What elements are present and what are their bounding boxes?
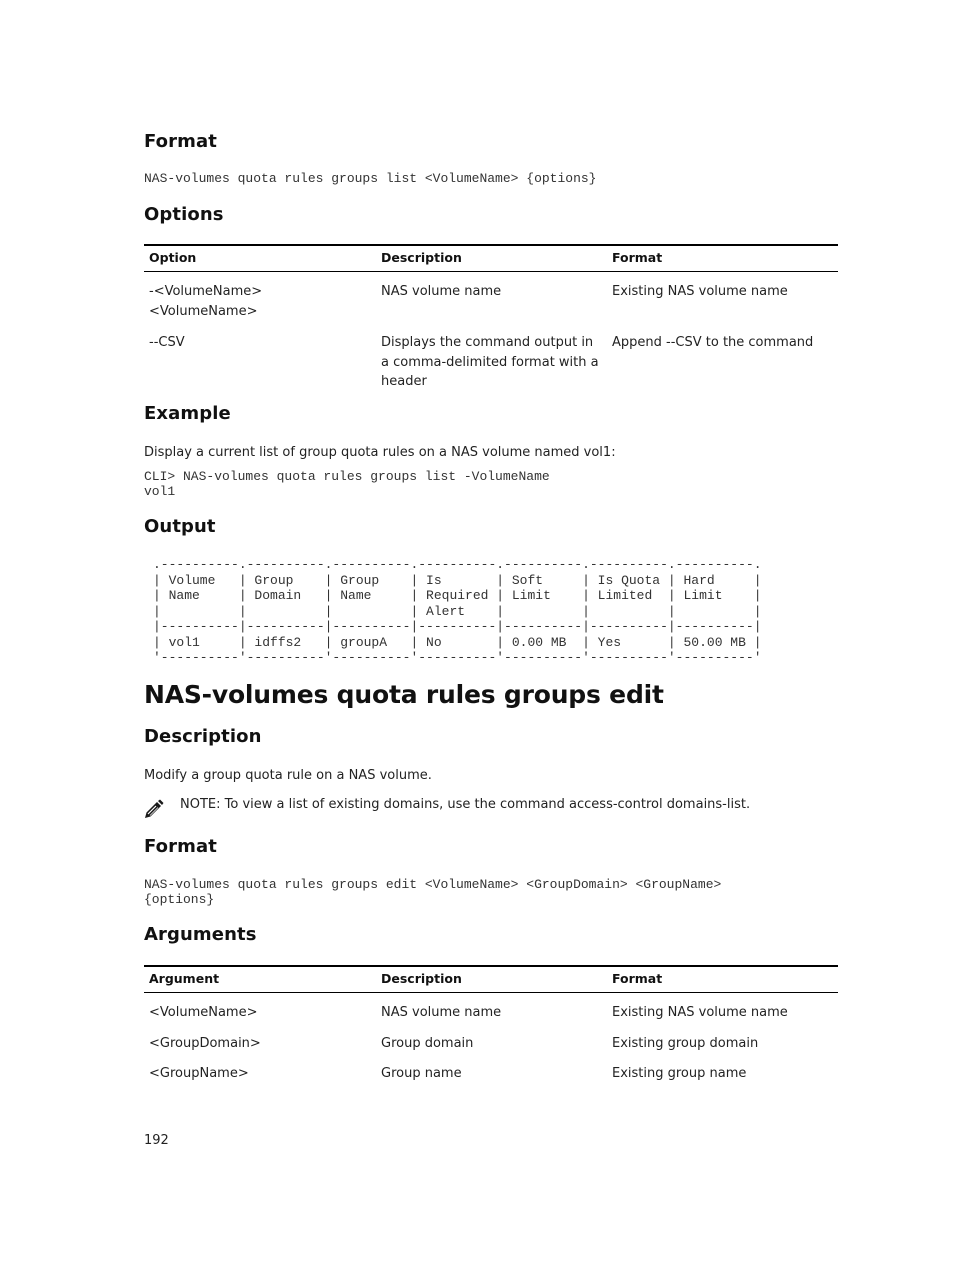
format-edit-command: NAS-volumes quota rules groups edit <VolumeName> <GroupDomain> <GroupName> {options} [144,877,722,907]
description-text: Modify a group quota rule on a NAS volume. [144,768,432,783]
format-cell: Existing group name [612,1066,747,1081]
arguments-header-row [144,966,838,993]
note-text: To view a list of existing domains, use the command access-control domains-list. [220,797,751,812]
table-row [144,272,838,324]
options-header-row [144,245,838,272]
option-cell: --CSV [149,335,185,350]
example-text: Display a current list of group quota rules on a NAS volume named vol1: [144,445,616,460]
format-cell: Existing NAS volume name [612,1005,788,1020]
output-table-block: .----------.----------.----------.----------.----------.----------.----------. | Volume | Group | Group | Is | Soft | Is Quota | Hard | | Name | Domain | Name | Required | Limit | Limited | Limit | | | | | Alert | | | | |----------|----------|----------|----------|----------|----------|----------| | vol1 | idffs2 | groupA | No | 0.00 MB | Yes | 50.00 MB | '----------'----------'----------'----------'----------'----------'----------' [153,557,762,665]
option-cell: -<VolumeName> <VolumeName> [149,284,263,319]
example-heading: Example [144,403,231,424]
arguments-col-argument: Argument [144,966,376,993]
note-label: NOTE: [180,797,221,812]
table-row [144,1025,838,1056]
page-number: 192 [144,1133,169,1148]
description-cell: Group domain [381,1035,474,1051]
format-edit-heading: Format [144,836,217,857]
options-col-format: Format [607,245,838,272]
example-command: CLI> NAS-volumes quota rules groups list -VolumeName vol1 [144,469,550,499]
format-heading: Format [144,131,217,152]
options-table [144,244,838,394]
arguments-col-description: Description [376,966,607,993]
argument-cell: <VolumeName> [149,1005,258,1020]
note [180,797,750,812]
argument-cell: <GroupDomain> [149,1035,261,1051]
options-heading: Options [144,204,224,225]
format-cell: Append --CSV to the command [612,335,814,350]
description-heading: Description [144,726,262,747]
output-heading: Output [144,516,216,537]
table-row [144,1055,838,1086]
pencil-note-icon [144,799,164,819]
format-command: NAS-volumes quota rules groups list <VolumeName> {options} [144,171,597,186]
page-title: NAS-volumes quota rules groups edit [144,680,664,709]
description-cell: NAS volume name [381,284,502,299]
format-cell: Existing group domain [612,1035,759,1051]
description-cell: Displays the command output in a comma-delimited format with a header [381,335,599,389]
table-row [144,323,838,394]
options-col-option: Option [144,245,376,272]
table-row [144,993,838,1025]
options-col-description: Description [376,245,607,272]
description-cell: Group name [381,1066,462,1081]
description-cell: NAS volume name [381,1005,502,1020]
argument-cell: <GroupName> [149,1066,249,1081]
arguments-heading: Arguments [144,924,257,945]
arguments-table [144,965,838,1086]
arguments-col-format: Format [607,966,838,993]
format-cell: Existing NAS volume name [612,284,788,299]
